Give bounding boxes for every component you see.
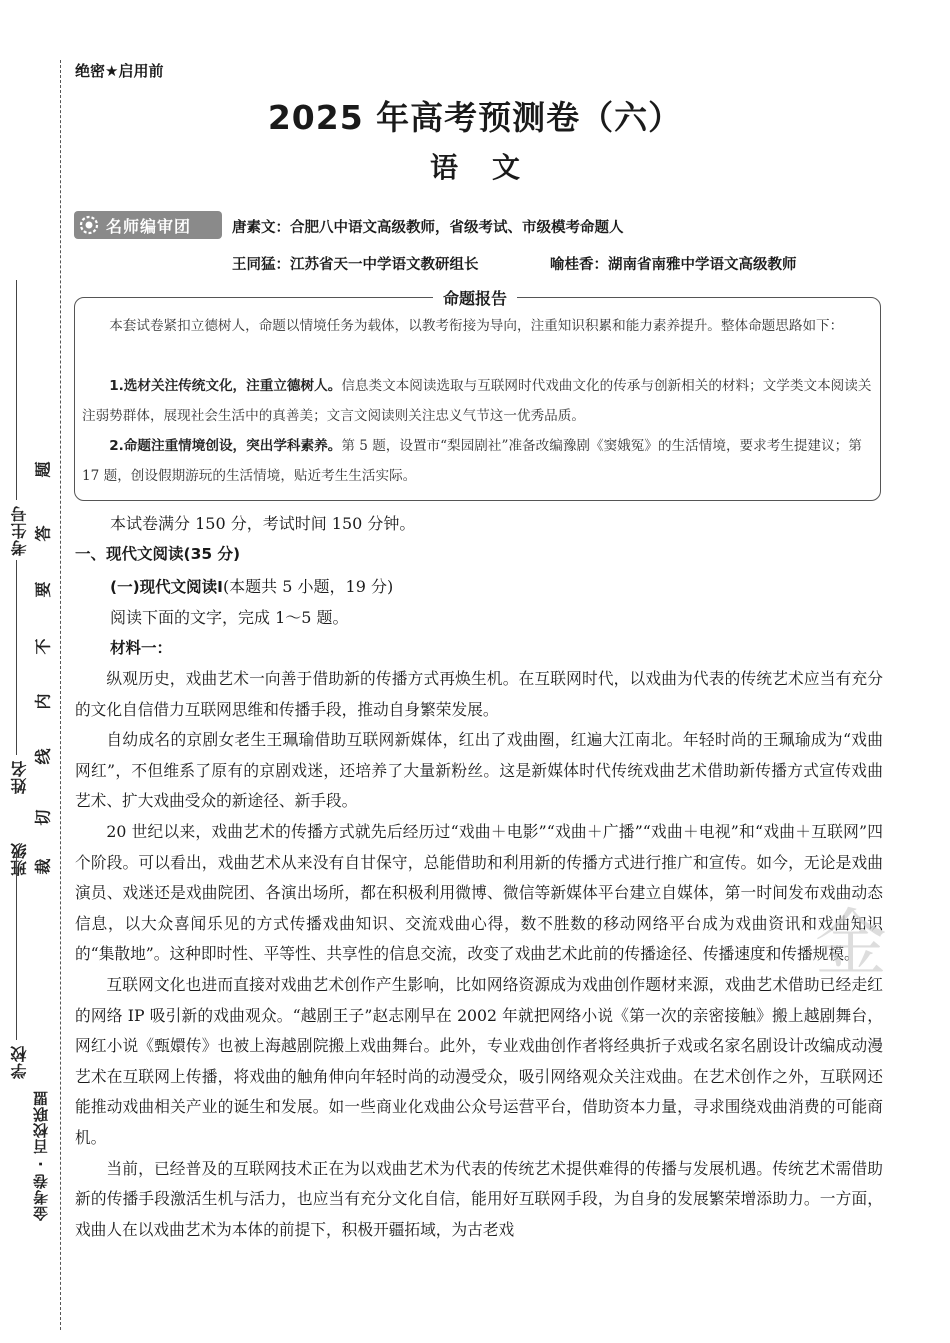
report-title: 命题报告 (0, 286, 950, 309)
section-heading: 一、现代文阅读(35 分) (75, 545, 241, 563)
team-badge (74, 211, 222, 239)
report-intro: 本套试卷紧扣立德树人，命题以情境任务为载体，以教考衔接为导向，注重知识积累和能力素养提升。整体命题思路如下： (109, 318, 844, 334)
member-name: 喻桂香： (550, 257, 608, 273)
exam-info: 本试卷满分 150 分，考试时间 150 分钟。 (110, 514, 416, 533)
subject-title: 语文 (429, 151, 554, 184)
brand-label: 金考卷 · 百校联盟 (32, 1090, 50, 1222)
notice-char: 要 (33, 581, 53, 598)
class-blank (16, 850, 17, 1040)
exam-id-label: 考生号 (10, 505, 29, 556)
report-point-1: 1.选材关注传统文化，注重立德树人。信息类文本阅读选取与互联网时代戏曲文化的传承与创新相关的材料；文学类文本阅读关注弱势群体，展现社会生活中的真善美；文言文阅读则关注忠义气节这一优秀品质。 (82, 378, 872, 424)
subsection-heading: (一)现代文阅读Ⅰ(本题共 5 小题，19 分) (110, 577, 394, 596)
member-desc: 江苏省天一中学语文教研组长 (290, 257, 479, 273)
notice-char: 答 (33, 525, 53, 542)
notice-char: 不 (33, 638, 53, 655)
article-paragraph: 20 世纪以来，戏曲艺术的传播方式就先后经历过“戏曲＋电影”“戏曲＋广播”“戏曲＋电视”和“戏曲＋互联网”四个阶段。可以看出，戏曲艺术从来没有自甘保守，总能借助和利用新的传播方式进行推广和宣传。如今，无论是戏曲演员、戏迷还是戏曲院团、各演出场所，都在积极利用微博、微信等新媒体平台建立自媒体，第一时间发布戏曲动态信息，以大众喜闻乐见的方式传播戏曲知识、交流戏曲心得，数不胜数的移动网络平台成为戏曲资讯和戏曲知识的“集散地”。这种即时性、平等性、共享性的信息交流，改变了戏曲艺术此前的传播途径、传播速度和传播规模。 (75, 821, 883, 964)
notice-char: 裁 (33, 858, 53, 875)
notice-char: 内 (33, 693, 53, 710)
article-body (75, 664, 883, 1245)
article-paragraph: 互联网文化也进而直接对戏曲艺术创作产生影响，比如网络资源成为戏曲创作题材来源，戏曲艺术借助已经走红的网络 IP 吸引新的戏曲观众。“越剧王子”赵志刚早在 2002 年就把网络小说《第一次的亲密接触》搬上越剧舞台，网红小说《甄嬛传》也被上海越剧院搬上戏曲舞台。此外，专业戏曲创作者将经典折子戏或名家名剧设计改编成动漫艺术在互联网上传播，将戏曲的触角伸向年轻时尚的动漫受众，吸引网络观众关注戏曲。在艺术创作之外，互联网还能推动戏曲相关产业的诞生和发展。如一些商业化戏曲公众号运营平台，借助资本力量，寻求围绕戏曲消费的可能商机。 (75, 974, 883, 1147)
team-member (232, 253, 479, 274)
notice-char: 题 (33, 461, 53, 478)
name-blank (16, 560, 17, 755)
material-label: 材料一： (110, 639, 173, 657)
instruction: 阅读下面的文字，完成 1～5 题。 (110, 608, 349, 627)
notice-char: 线 (33, 748, 53, 765)
gear-bulb-icon (74, 211, 104, 239)
watermark: 金 (815, 901, 888, 985)
member-name: 唐素文： (232, 220, 290, 236)
member-desc: 湖南省南雅中学语文高级教师 (608, 257, 797, 273)
binding-margin (0, 0, 62, 1343)
team-member (550, 253, 797, 274)
article-paragraph: 自幼成名的京剧女老生王珮瑜借助互联网新媒体，红出了戏曲圈，红遍大江南北。年轻时尚的王珮瑜成为“戏曲网红”，不但维系了原有的京剧戏迷，还培养了大量新粉丝。这是新媒体时代传统戏曲艺术借助新传播方式宣传戏曲艺术、扩大戏曲受众的新途径、新手段。 (75, 730, 883, 811)
school-label: 学校 (10, 1045, 29, 1079)
article-paragraph: 当前，已经普及的互联网技术正在为以戏曲艺术为代表的传统艺术提供难得的传播与发展机遇。传统艺术需借助新的传播手段激活生机与活力，也应当有充分文化自信，能用好互联网手段，为自身的发展繁荣增添助力。一方面，戏曲人在以戏曲艺术为本体的前提下，积极开疆拓域，为古老戏 (75, 1158, 883, 1239)
member-desc: 合肥八中语文高级教师，省级考试、市级模考命题人 (290, 220, 624, 236)
name-label: 姓名 (10, 760, 29, 794)
report-point-2: 2.命题注重情境创设，突出学科素养。第 5 题，设置市“梨园剧社”准备改编豫剧《窦娥冤》的生活情境，要求考生提建议；第 17 题，创设假期游玩的生活情境，贴近考生生活实际。 (82, 438, 862, 484)
confidential-label: 绝密★启用前 (75, 62, 164, 80)
notice-char: 切 (33, 809, 53, 826)
team-member (232, 216, 624, 237)
article-paragraph: 纵观历史，戏曲艺术一向善于借助新的传播方式再焕生机。在互联网时代，以戏曲为代表的传统艺术应当有充分的文化自信借力互联网思维和传播手段，推动自身繁荣发展。 (75, 669, 883, 719)
page-title: 2025 年高考预测卷（六） (267, 98, 683, 137)
exam-id-blank (16, 280, 17, 500)
cut-line (60, 60, 61, 1330)
team-badge-label: 名师编审团 (106, 216, 192, 236)
member-name: 王同猛： (232, 257, 290, 273)
class-label: 班级 (10, 842, 29, 876)
